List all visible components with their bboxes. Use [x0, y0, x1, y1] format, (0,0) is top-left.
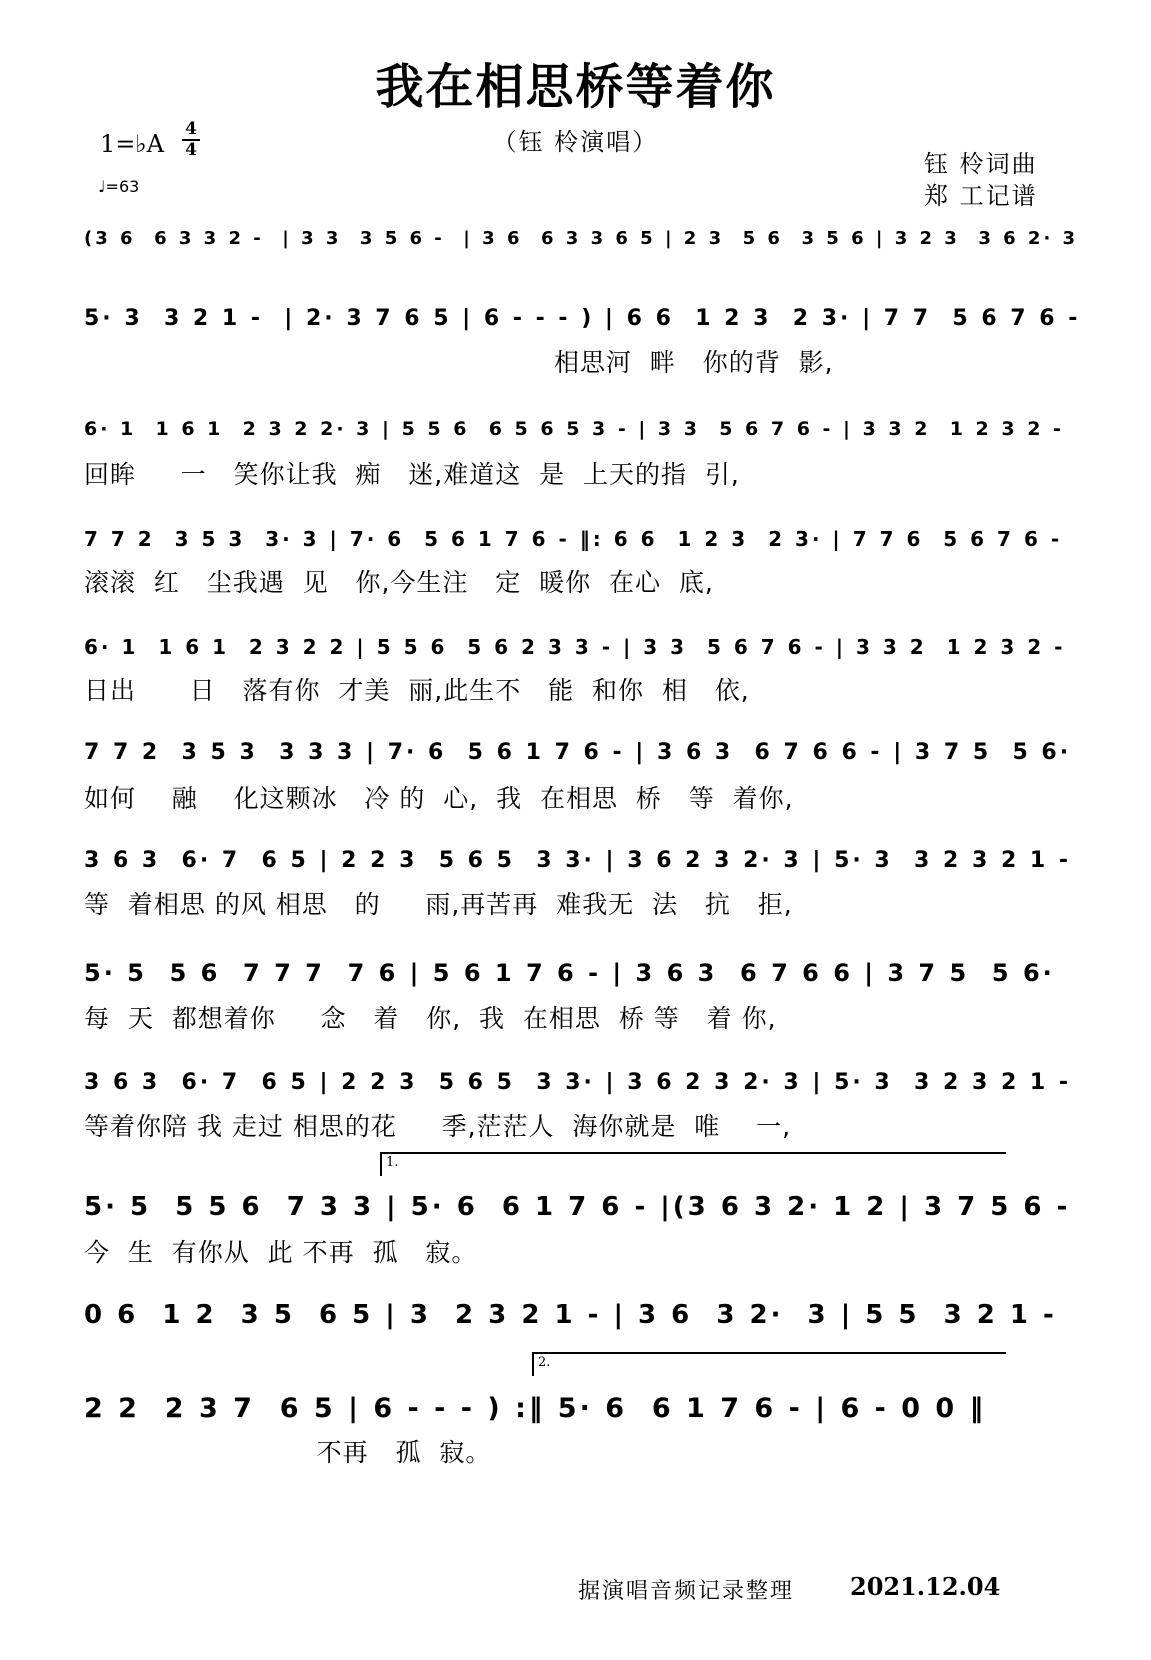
- notation-line: 6· 1 1 6 1 2 3 2 2 | 5 5 6 5 6 2 3 3 - | 3 3 5 6 7 6 - | 3 3 2 1 2 3 2 -: [84, 635, 1066, 659]
- notation-line: 0 6 1 2 3 5 6 5 | 3 2 3 2 1 - | 3 6 3 2· 3 | 5 5 3 2 1 -: [84, 1300, 1057, 1330]
- notation-line: 3 6 3 6· 7 6 5 | 2 2 3 5 6 5 3 3· | 3 6 2 3 2· 3 | 5· 3 3 2 3 2 1 -: [84, 1070, 1072, 1095]
- lyric-line: 等 着相思 的风 相思 的 雨,再苦再 难我无 法 抗 拒,: [84, 890, 793, 919]
- staff-row-5: [84, 626, 1080, 668]
- staff-row-1: [84, 218, 1080, 260]
- time-signature-bottom: 4: [182, 139, 200, 160]
- lyric-line: 每 天 都想着你 念 着 你, 我 在相思 桥 等 着 你,: [84, 1004, 777, 1033]
- staff-row-12: [84, 1388, 1080, 1430]
- notation-line: 5· 5 5 6 7 7 7 7 6 | 5 6 1 7 6 - | 3 6 3 6 7 6 6 | 3 7 5 5 6·: [84, 959, 1055, 987]
- time-signature-top: 4: [185, 119, 197, 139]
- staff-row-2: [84, 298, 1080, 340]
- first-ending-label: 1.: [386, 1155, 399, 1170]
- transcription-date: 2021.12.04: [850, 1572, 1001, 1601]
- time-signature: [182, 120, 200, 160]
- staff-row-7: [84, 840, 1080, 882]
- lyric-line: 等着你陪 我 走过 相思的花 季,茫茫人 海你就是 唯 一,: [84, 1112, 792, 1141]
- staff-row-11: [84, 1294, 1080, 1336]
- second-ending-bracket: [532, 1352, 1006, 1376]
- lyric-line: 滚滚 红 尘我遇 见 你,今生注 定 暖你 在心 底,: [84, 568, 714, 597]
- first-ending-bracket: [380, 1152, 1006, 1176]
- lyric-line: 相思河 畔 你的背 影,: [554, 348, 834, 377]
- tempo-marking: ♩=63: [98, 177, 140, 196]
- notation-line: 7 7 2 3 5 3 3 3 3 | 7· 6 5 6 1 7 6 - | 3 6 3 6 7 6 6 - | 3 7 5 5 6·: [84, 740, 1072, 765]
- notation-line: 6· 1 1 6 1 2 3 2 2· 3 | 5 5 6 6 5 6 5 3 - | 3 3 5 6 7 6 - | 3 3 2 1 2 3 2 -: [84, 418, 1064, 440]
- key-signature: 1=♭A: [100, 130, 165, 158]
- notation-line: 3 6 3 6· 7 6 5 | 2 2 3 5 6 5 3 3· | 3 6 2 3 2· 3 | 5· 3 3 2 3 2 1 -: [84, 848, 1072, 873]
- performer-subtitle: （钰 柃演唱）: [492, 128, 659, 156]
- staff-row-4: [84, 518, 1080, 560]
- staff-row-6: [84, 732, 1080, 774]
- second-ending-label: 2.: [538, 1355, 551, 1370]
- lyric-line: 今 生 有你从 此 不再 孤 寂。: [84, 1238, 478, 1267]
- credits: [924, 148, 1038, 212]
- transcription-note: 据演唱音频记录整理: [578, 1579, 795, 1604]
- lyric-line: 不再 孤 寂。: [84, 1438, 492, 1467]
- lyric-line: 如何 融 化这颗冰 冷 的 心, 我 在相思 桥 等 着你,: [84, 784, 794, 813]
- notation-line: 5· 5 5 5 6 7 3 3 | 5· 6 6 1 7 6 - |(3 6 3 2· 1 2 | 3 7 5 6 -: [84, 1192, 1071, 1222]
- song-title: 我在相思桥等着你: [375, 59, 776, 115]
- notation-line: 2 2 2 3 7 6 5 | 6 - - - ) :‖ 5· 6 6 1 7 6 - | 6 - 0 0 ‖: [84, 1393, 987, 1424]
- lyric-line: 日出 日 落有你 才美 丽,此生不 能 和你 相 依,: [84, 676, 750, 705]
- notation-line: 5· 3 3 2 1 - | 2· 3 7 6 5 | 6 - - - ) | 6 6 1 2 3 2 3· | 7 7 5 6 7 6 -: [84, 306, 1081, 331]
- notation-line: (3 6 6 3 3 2 - | 3 3 3 5 6 - | 3 6 6 3 3 6 5 | 2 3 5 6 3 5 6 | 3 2 3 3 6 2· 3: [84, 228, 1079, 249]
- lyric-line: 回眸 一 笑你让我 痴 迷,难道这 是 上天的指 引,: [84, 460, 740, 489]
- transcriber-credit: 郑 工记谱: [924, 182, 1038, 210]
- staff-row-8: [84, 952, 1080, 994]
- lyrics-music-credit: 钰 柃词曲: [924, 150, 1038, 178]
- staff-row-9: [84, 1062, 1080, 1104]
- staff-row-10: [84, 1186, 1080, 1228]
- notation-line: 7 7 2 3 5 3 3· 3 | 7· 6 5 6 1 7 6 - ‖: 6 6 1 2 3 2 3· | 7 7 6 5 6 7 6 -: [84, 527, 1063, 551]
- staff-row-3: [84, 408, 1080, 450]
